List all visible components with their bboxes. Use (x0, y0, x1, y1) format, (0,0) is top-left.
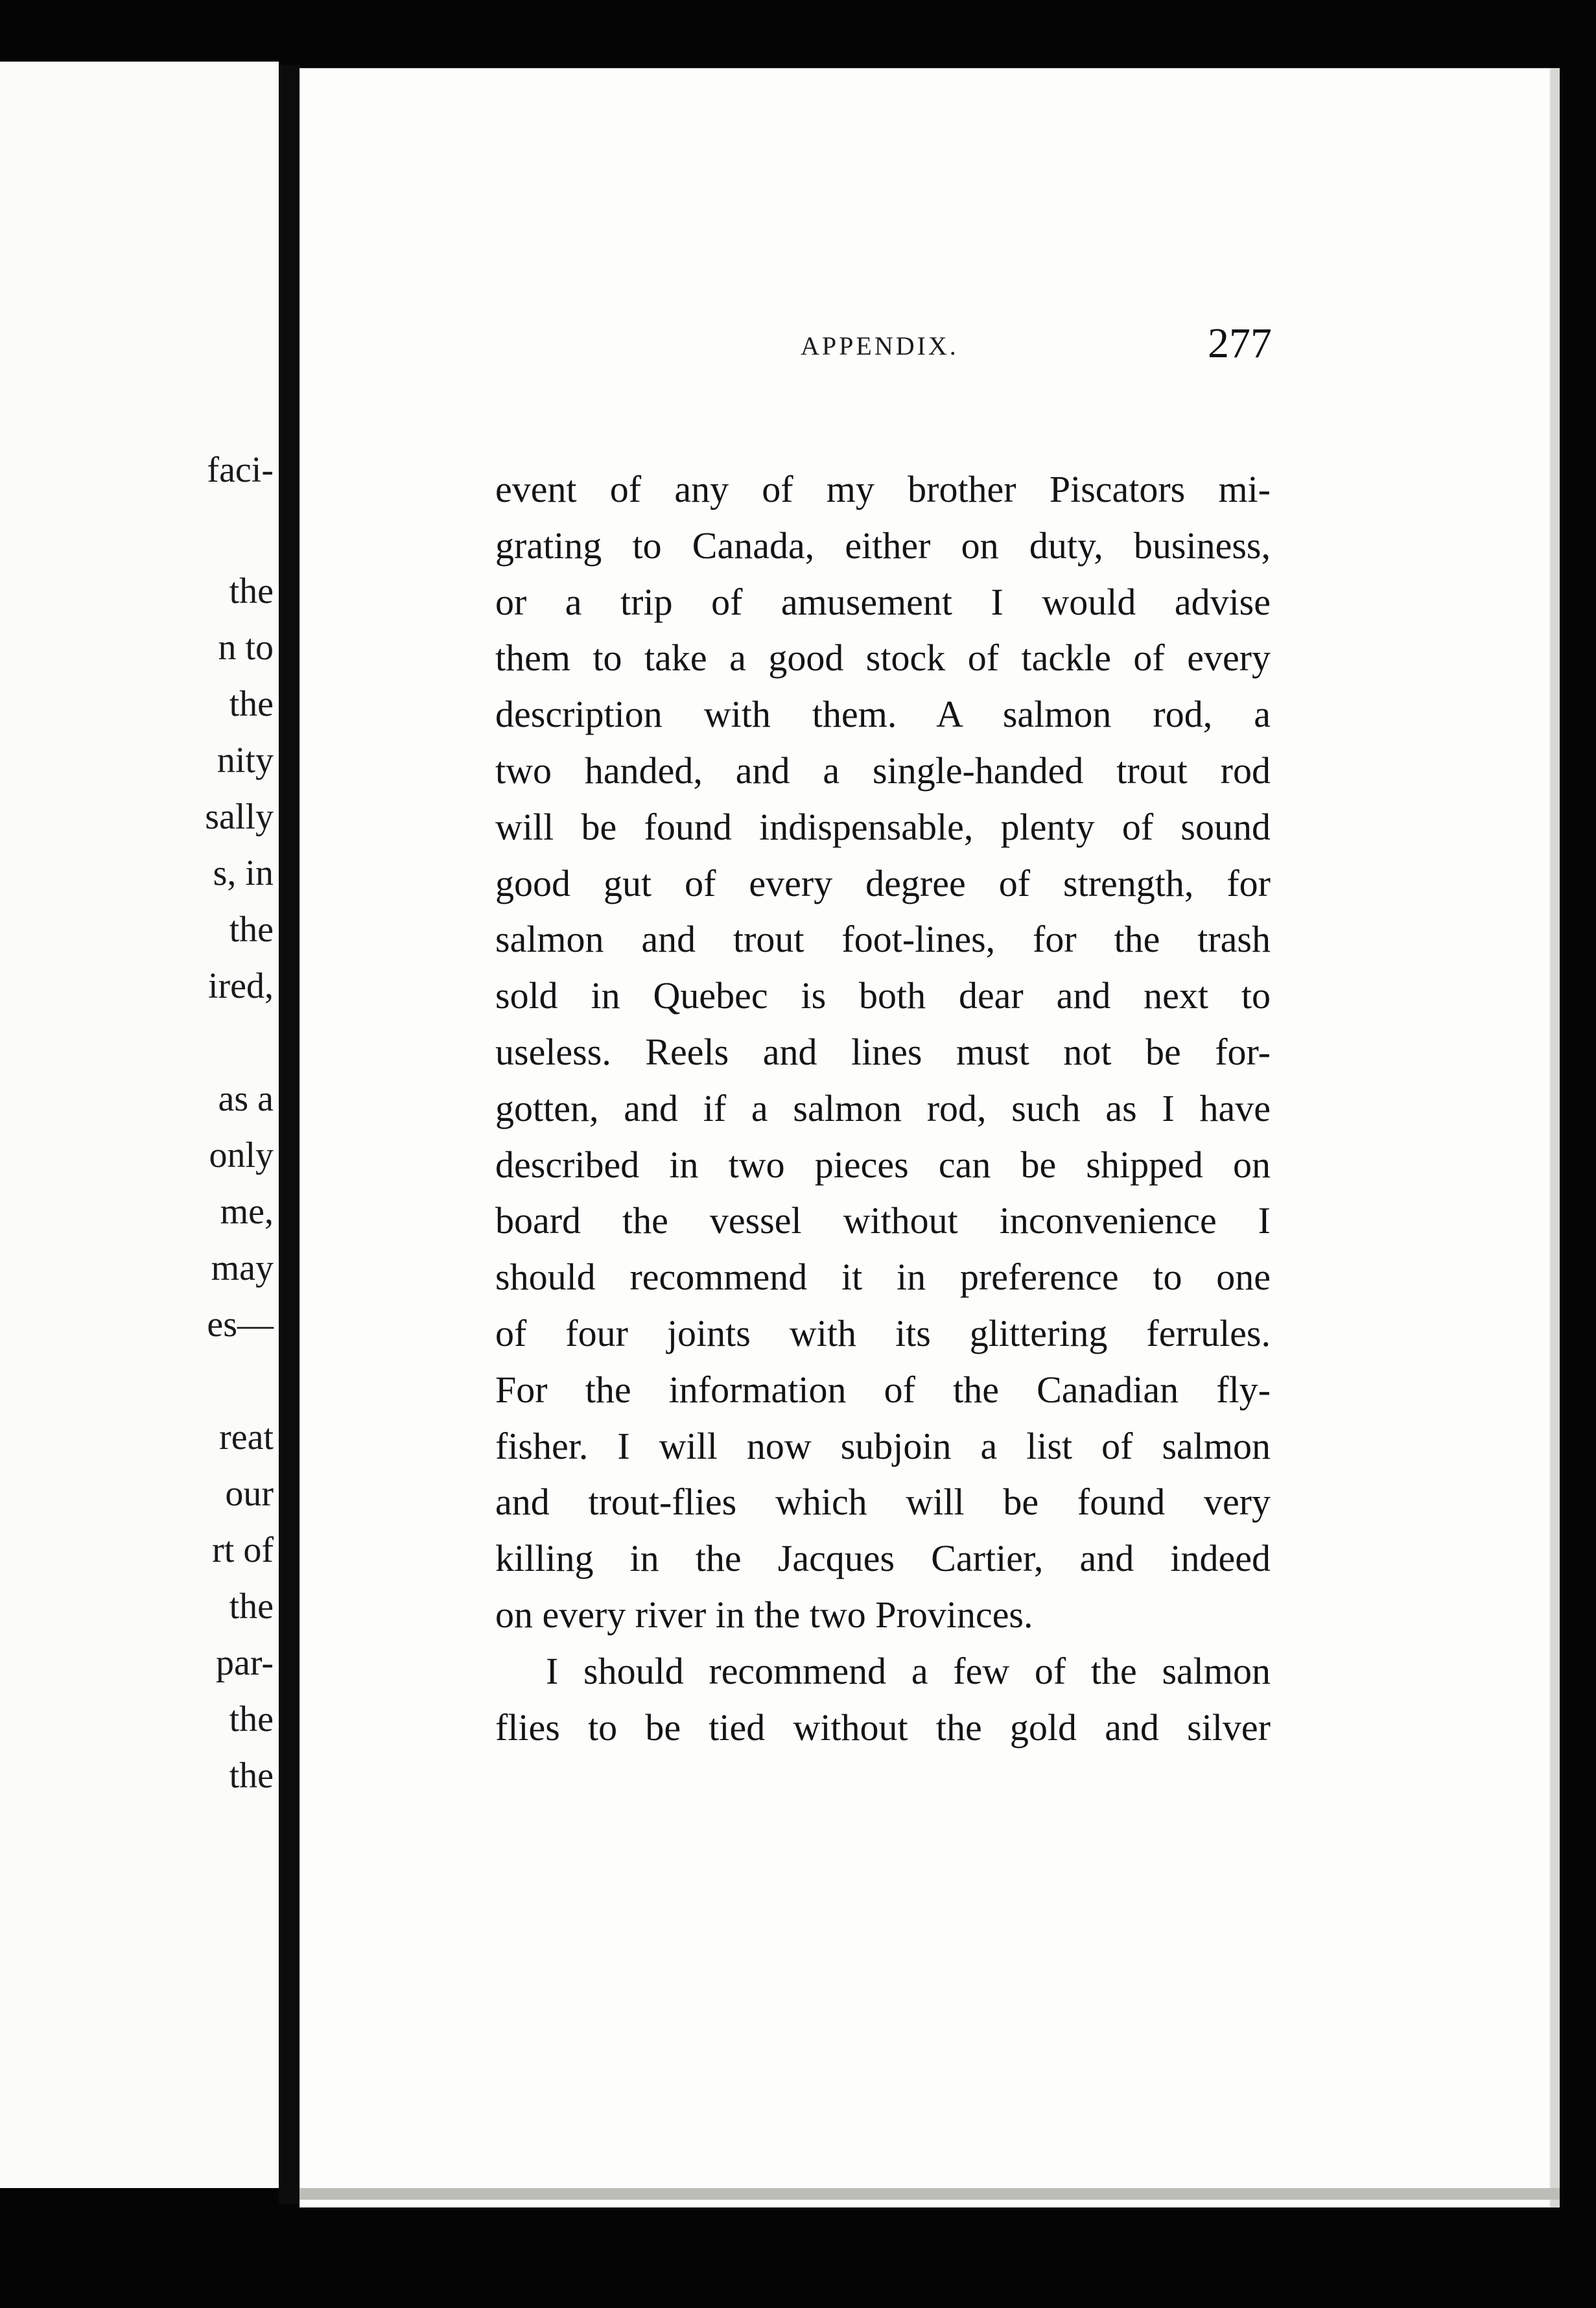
left-page-fragment: me, (220, 1192, 274, 1232)
left-page-fragment: sally (205, 797, 274, 837)
text-line: For the information of the Canadian fly- (495, 1368, 1271, 1411)
left-page-fragment: may (211, 1248, 274, 1288)
text-line: I should recommend a few of the salmon (546, 1649, 1271, 1692)
text-line: board the vessel without inconvenience I (495, 1199, 1271, 1242)
text-line: should recommend it in preference to one (495, 1256, 1271, 1299)
text-line: event of any of my brother Piscators mi- (495, 468, 1271, 510)
text-line: salmon and trout foot-lines, for the trash (495, 918, 1271, 961)
text-line: described in two pieces can be shipped on (495, 1143, 1271, 1186)
text-line: and trout-flies which will be found very (495, 1481, 1271, 1524)
text-line: sold in Quebec is both dear and next to (495, 974, 1271, 1017)
page-edge (299, 2188, 1560, 2200)
text-line: killing in the Jacques Cartier, and indeed (495, 1537, 1271, 1580)
text-line: will be found indispensable, plenty of sound (495, 805, 1271, 848)
page-header (493, 319, 1272, 377)
text-line: grating to Canada, either on duty, business, (495, 524, 1271, 567)
left-page-fragment: rt of (212, 1530, 274, 1570)
left-page-fragment: only (209, 1135, 274, 1175)
page-number: 277 (1208, 320, 1272, 367)
left-page-fragment: ired, (207, 966, 274, 1006)
left-page-fragment: nity (217, 740, 274, 781)
left-page-fragment: the (229, 1699, 274, 1739)
running-head: APPENDIX. (801, 331, 959, 360)
left-page-fragment: reat (219, 1417, 274, 1457)
text-line: or a trip of amusement I would advise (495, 580, 1271, 623)
left-page-fragment: faci- (207, 450, 274, 490)
left-page-fragment: s, in (213, 853, 274, 893)
left-page-fragment: the (229, 1756, 274, 1796)
text-line: on every river in the two Provinces. (495, 1593, 1033, 1636)
left-page-fragment: n to (218, 628, 274, 668)
book-gutter (279, 65, 301, 2204)
left-page (0, 62, 279, 2188)
text-line: good gut of every degree of strength, for (495, 862, 1271, 904)
left-page-fragment: as a (218, 1079, 274, 1119)
body-text (495, 462, 1271, 1756)
left-page-fragment: our (225, 1474, 274, 1514)
text-line: fisher. I will now subjoin a list of salmon (495, 1424, 1271, 1467)
left-page-fragment: the (229, 1586, 274, 1627)
left-page-fragment: the (229, 910, 274, 950)
left-page-fragment: par- (215, 1643, 274, 1683)
text-line: useless. Reels and lines must not be for- (495, 1030, 1271, 1073)
text-line: gotten, and if a salmon rod, such as I have (495, 1087, 1271, 1129)
left-page-fragment: the (229, 684, 274, 724)
left-page-fragment: es— (207, 1304, 274, 1345)
text-line: description with them. A salmon rod, a (495, 693, 1271, 736)
text-line: of four joints with its glittering ferrules. (495, 1312, 1271, 1354)
text-line: them to take a good stock of tackle of every (495, 637, 1271, 679)
text-line: two handed, and a single-handed trout rod (495, 749, 1271, 792)
left-page-fragment: the (229, 571, 274, 611)
text-line: flies to be tied without the gold and silver (495, 1706, 1271, 1749)
